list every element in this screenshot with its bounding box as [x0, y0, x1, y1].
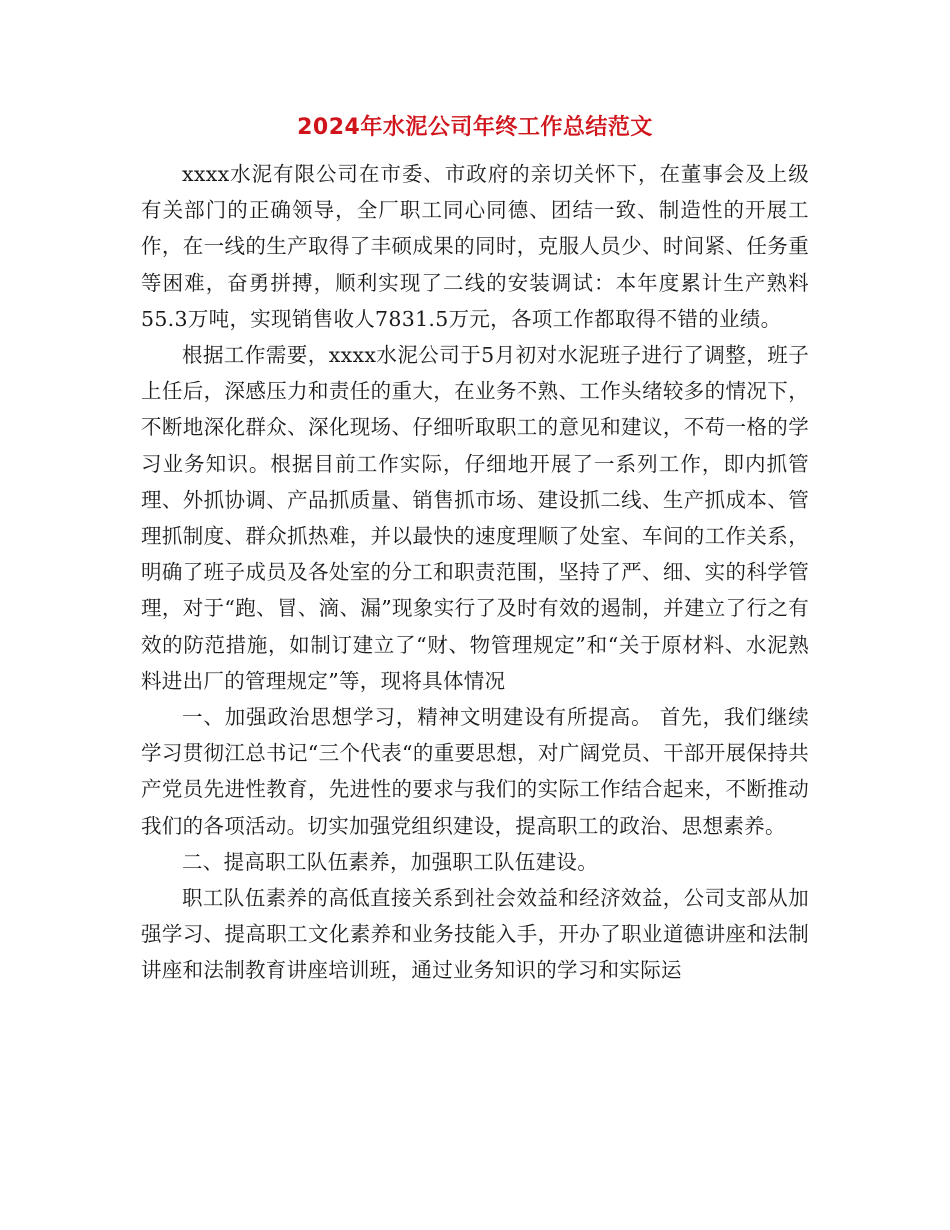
- paragraph-section-one: 一、加强政治思想学习，精神文明建设有所提高。 首先，我们继续学习贯彻江总书记“三个代表“的重要思想，对广阔党员、干部开展保持共产党员先进性教育，先进性的要求与我们的实际工作结合起来，不断推动我们的各项活动。切实加强党组织建设，提高职工的政治、思想素养。: [141, 705, 809, 838]
- document-title: 2024年水泥公司年终工作总结范文: [297, 115, 653, 140]
- paragraph-intro: xxxx水泥有限公司在市委、市政府的亲切关怀下，在董事会及上级有关部门的正确领导，全厂职工同心同德、团结一致、制造性的开展工作，在一线的生产取得了丰硕成果的同时，克服人员少、时间紧、任务重等困难，奋勇拼搏，顺利实现了二线的安装调试：本年度累计生产熟料55.3万吨，实现销售收人7831.5万元，各项工作都取得不错的业绩。: [141, 162, 809, 331]
- paragraph-adjustment: 根据工作需要，xxxx水泥公司于5月初对水泥班子进行了调整，班子上任后，深感压力和责任的重大，在业务不熟、工作头绪较多的情况下，不断地深化群众、深化现场、仔细听取职工的意见和建议，不苟一格的学习业务知识。根据目前工作实际，仔细地开展了一系列工作，即内抓管理、外抓协调、产品抓质量、销售抓市场、建设抓二线、生产抓成本、管理抓制度、群众抓热难，并以最快的速度理顺了处室、车间的工作关系，明确了班子成员及各处室的分工和职责范围，坚持了严、细、实的科学管理，对于“跑、冒、滴、漏”现象实行了及时有效的遏制，并建立了行之有效的防范措施，如制订建立了“财、物管理规定”和“关于原材料、水泥熟料进出厂的管理规定”等，现将具体情况: [141, 343, 809, 693]
- paragraph-section-two-body: 职工队伍素养的高低直接关系到社会效益和经济效益，公司支部从加强学习、提高职工文化素养和业务技能入手，开办了职业道德讲座和法制讲座和法制教育讲座培训班，通过业务知识的学习和实际运: [141, 886, 809, 983]
- document-body: [141, 156, 809, 989]
- paragraph-section-two-heading: 二、提高职工队伍素养，加强职工队伍建设。: [182, 849, 598, 874]
